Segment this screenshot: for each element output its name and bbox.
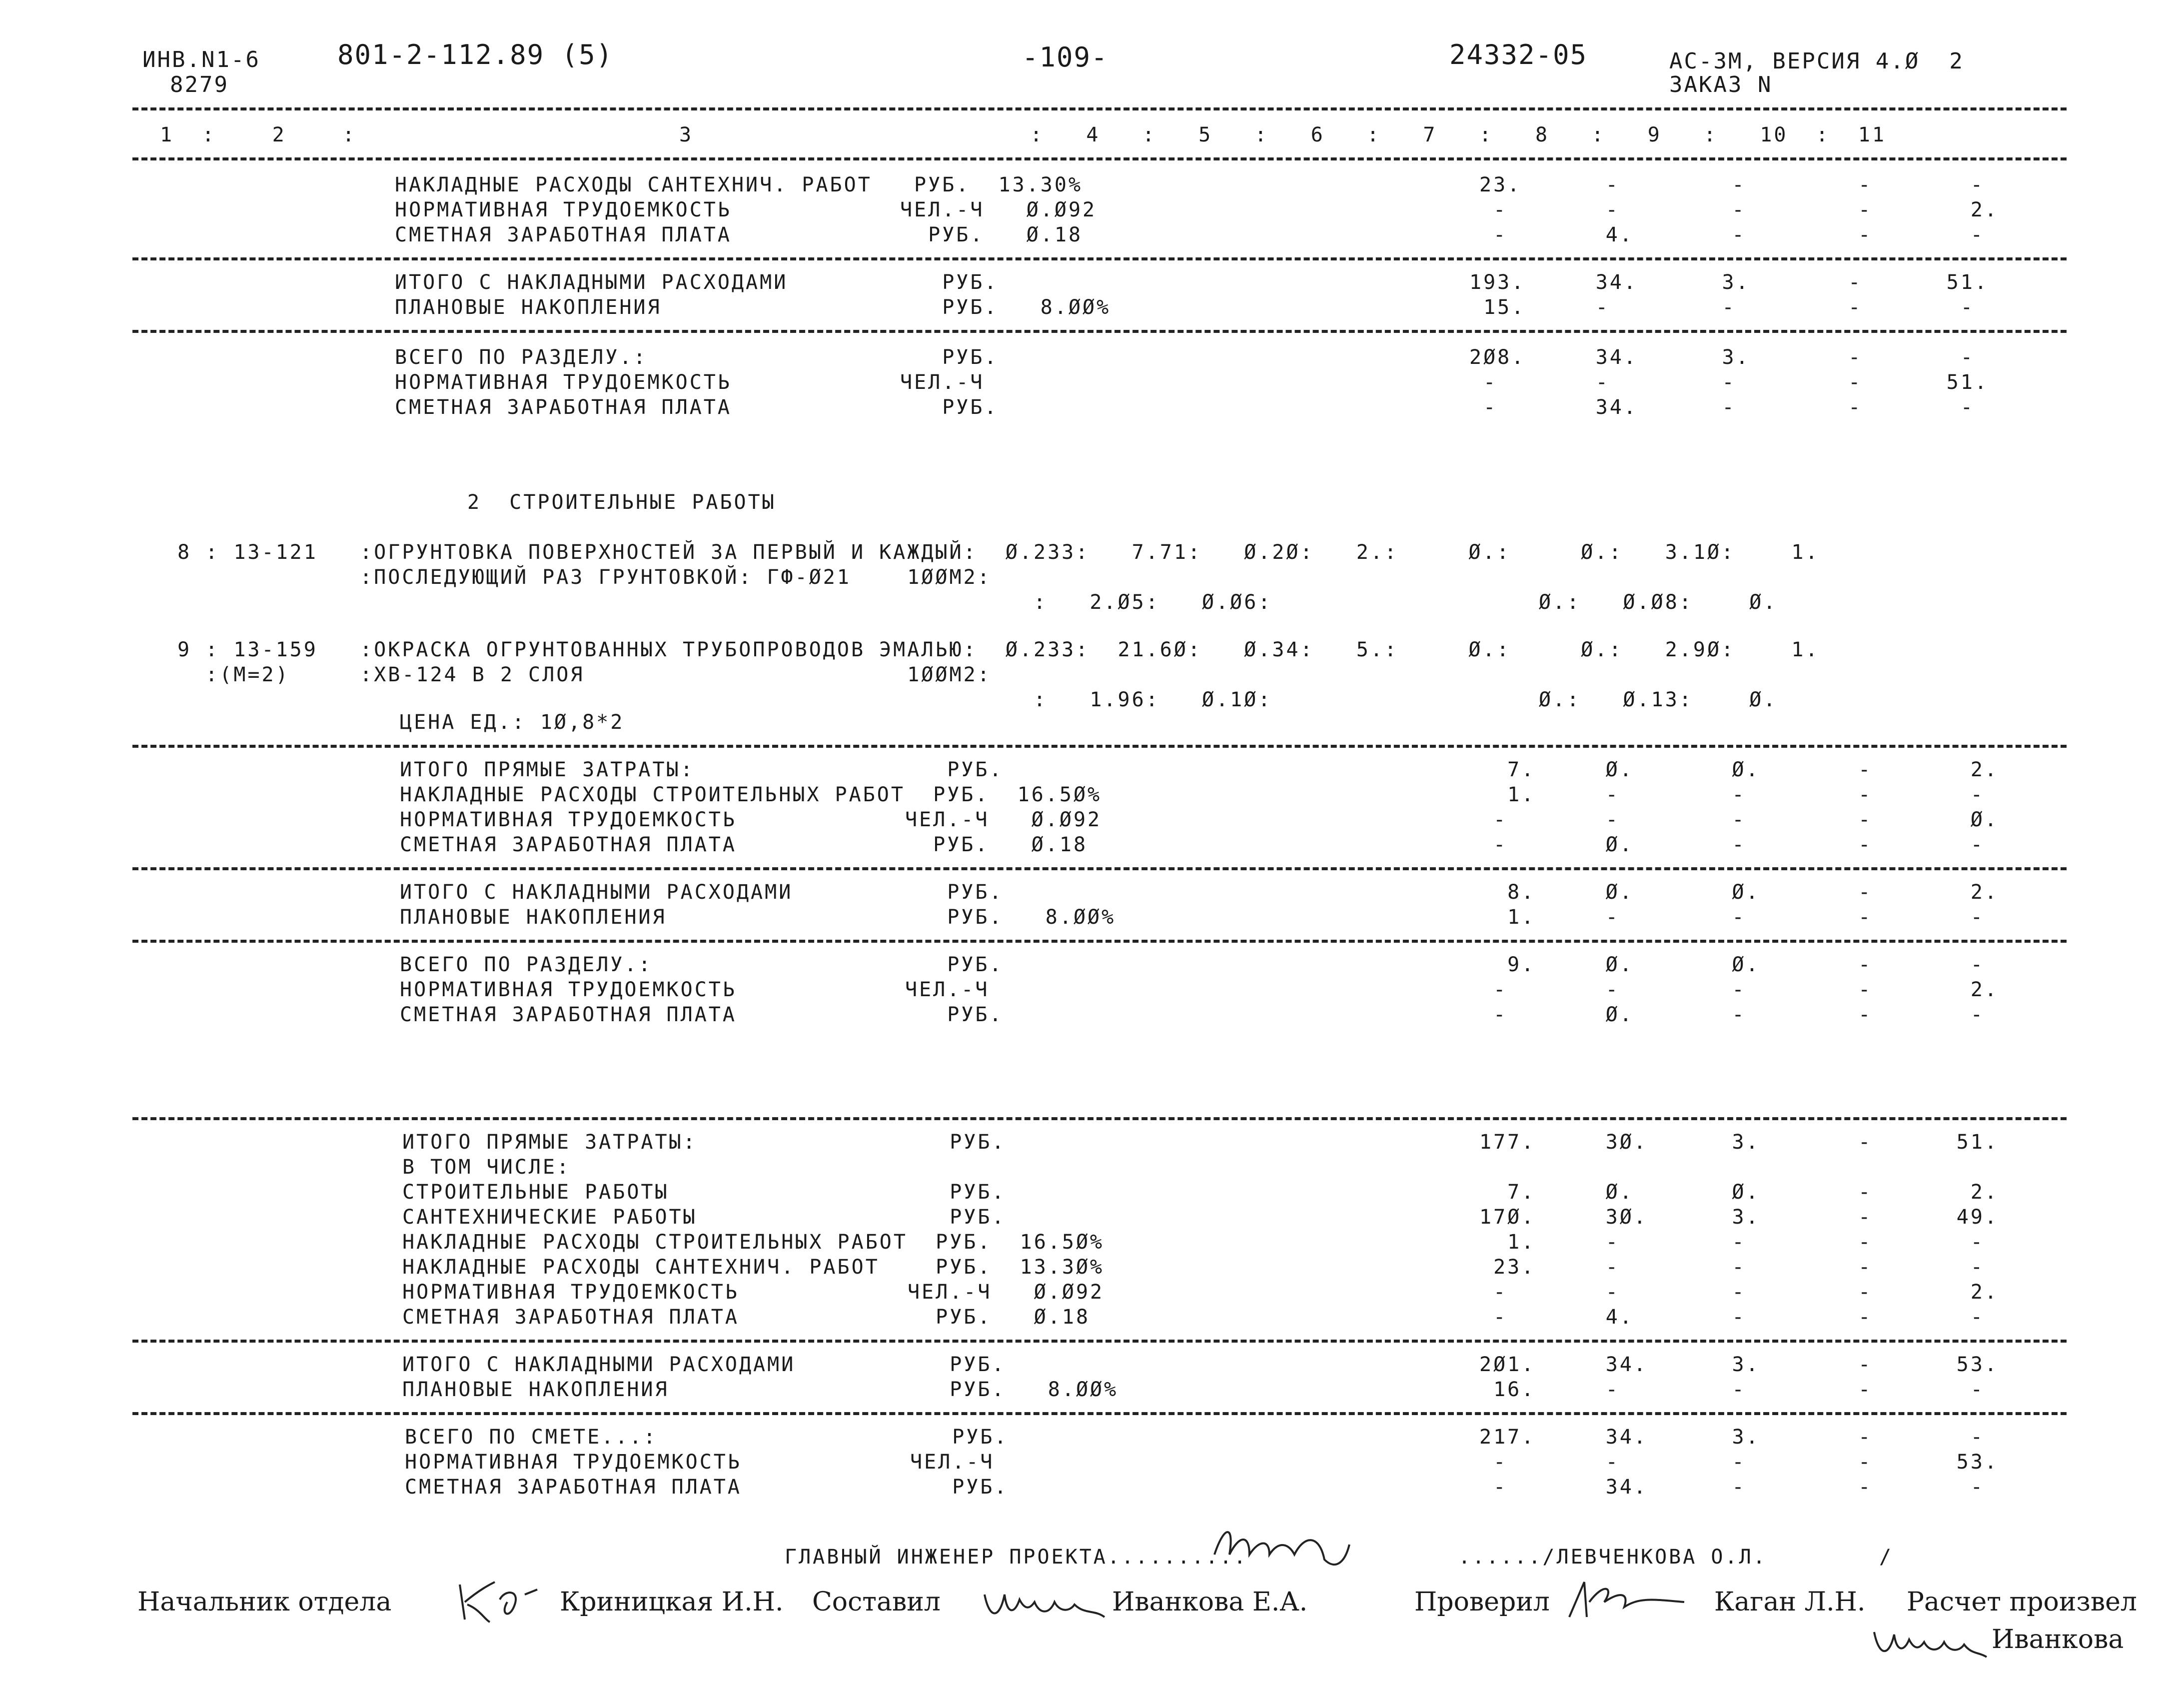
row-values: 17Ø. 3Ø. 3. - 49. (1479, 1206, 1999, 1229)
item-line: : 2.Ø5: Ø.Ø6: Ø.: Ø.Ø8: Ø. (177, 591, 1778, 614)
row-label: ПЛАНОВЫЕ НАКОПЛЕНИЯ РУБ. 8.ØØ% (400, 906, 1116, 929)
row-values: - Ø. - - - (1479, 833, 1985, 856)
head-signature (450, 1575, 550, 1632)
row-values: 177. 3Ø. 3. - 51. (1479, 1131, 1999, 1154)
divider (132, 107, 2067, 110)
row-label: СМЕТНАЯ ЗАРАБОТНАЯ ПЛАТА РУБ. (395, 396, 999, 419)
item-line: 8 : 13-121 :ОГРУНТОВКА ПОВЕРХНОСТЕЙ ЗА ПЕРВЫЙ И КАЖДЫЙ: Ø.233: 7.71: Ø.2Ø: 2.: Ø.: Ø.: 3.1Ø: 1. (177, 541, 1820, 564)
page-number: -109- (1022, 41, 1108, 73)
column-header: 1 : 2 : 3 : 4 : 5 : 6 : 7 : 8 : 9 : 10 : 11 (160, 123, 1887, 146)
signoff-slash: / (1879, 1546, 1894, 1569)
row-label: НОРМАТИВНАЯ ТРУДОЕМКОСТЬ ЧЕЛ.-Ч Ø.Ø92 (395, 198, 1097, 221)
row-label: НАКЛАДНЫЕ РАСХОДЫ СТРОИТЕЛЬНЫХ РАБОТ РУБ. 16.5Ø% (400, 783, 1102, 806)
row-values: - Ø. - - - (1479, 1003, 1985, 1026)
item-line: :(М=2) :ХВ-124 В 2 СЛОЯ 1ØØМ2: (177, 663, 992, 686)
divider (132, 157, 2067, 160)
row-values: - - - - 2. (1479, 198, 1999, 221)
divider (132, 257, 2067, 260)
item-line: : 1.96: Ø.1Ø: Ø.: Ø.13: Ø. (177, 688, 1778, 711)
row-label: НОРМАТИВНАЯ ТРУДОЕМКОСТЬ ЧЕЛ.-Ч (400, 978, 990, 1001)
chief-engineer-line: ГЛАВНЫЙ ИНЖЕНЕР ПРОЕКТА.......... ....../ЛЕВЧЕНКОВА О.Л. (785, 1546, 1767, 1569)
row-label: ИТОГО С НАКЛАДНЫМИ РАСХОДАМИ РУБ. (402, 1353, 1006, 1376)
row-label: СМЕТНАЯ ЗАРАБОТНАЯ ПЛАТА РУБ. Ø.18 (402, 1306, 1091, 1329)
calc-name: Иванкова (1992, 1625, 2124, 1655)
checked-label: Проверил (1414, 1587, 1550, 1617)
row-label: ВСЕГО ПО РАЗДЕЛУ.: РУБ. (395, 346, 999, 369)
row-values: 193. 34. 3. - 51. (1469, 271, 1989, 294)
inventory-number: 8279 (170, 72, 229, 97)
row-values: 9. Ø. Ø. - - (1479, 953, 1985, 976)
row-label: ИТОГО ПРЯМЫЕ ЗАТРАТЫ: РУБ. (402, 1131, 1006, 1154)
row-values: - 34. - - - (1469, 396, 1975, 419)
head-label: Начальник отдела (137, 1587, 392, 1617)
row-values: - 4. - - - (1479, 223, 1985, 246)
row-values: 23. - - - - (1479, 1256, 1985, 1279)
row-label: СМЕТНАЯ ЗАРАБОТНАЯ ПЛАТА РУБ. (405, 1476, 1009, 1499)
section-title: 2 СТРОИТЕЛЬНЫЕ РАБОТЫ (467, 491, 776, 514)
document-code: 801-2-112.89 (5) (337, 39, 614, 70)
row-label: СМЕТНАЯ ЗАРАБОТНАЯ ПЛАТА РУБ. (400, 1003, 1004, 1026)
divider (132, 940, 2067, 943)
price-note: ЦЕНА ЕД.: 1Ø,8*2 (400, 711, 625, 734)
divider (132, 330, 2067, 333)
row-label: ВСЕГО ПО СМЕТЕ...: РУБ. (405, 1426, 1009, 1449)
row-label: ПЛАНОВЫЕ НАКОПЛЕНИЯ РУБ. 8.ØØ% (402, 1378, 1118, 1401)
row-label: НОРМАТИВНАЯ ТРУДОЕМКОСТЬ ЧЕЛ.-Ч Ø.Ø92 (400, 808, 1102, 831)
row-values: 23. - - - - (1479, 173, 1985, 196)
row-values: 2Ø1. 34. 3. - 53. (1479, 1353, 1999, 1376)
inventory-label: ИНВ.N1-6 (142, 47, 260, 72)
row-values: 2Ø8. 34. 3. - - (1469, 346, 1975, 369)
order-label: ЗАКАЗ N (1669, 72, 1773, 97)
row-values: 1. - - - - (1479, 906, 1985, 929)
row-values: - 34. - - - (1479, 1476, 1985, 1499)
order-number: 24332-05 (1449, 39, 1588, 70)
row-label: ИТОГО С НАКЛАДНЫМИ РАСХОДАМИ РУБ. (395, 271, 999, 294)
row-label: НАКЛАДНЫЕ РАСХОДЫ САНТЕХНИЧ. РАБОТ РУБ. 13.3Ø% (402, 1256, 1104, 1279)
row-label: ИТОГО ПРЯМЫЕ ЗАТРАТЫ: РУБ. (400, 758, 1004, 781)
compiled-label: Составил (812, 1587, 941, 1617)
row-values: 8. Ø. Ø. - 2. (1479, 881, 1999, 904)
row-label: ПЛАНОВЫЕ НАКОПЛЕНИЯ РУБ. 8.ØØ% (395, 296, 1111, 319)
row-label: НАКЛАДНЫЕ РАСХОДЫ САНТЕХНИЧ. РАБОТ РУБ. 13.30% (395, 173, 1083, 196)
calc-signature (1869, 1622, 1989, 1664)
row-values: - - - - Ø. (1479, 808, 1999, 831)
item-line: 9 : 13-159 :ОКРАСКА ОГРУНТОВАННЫХ ТРУБОПРОВОДОВ ЭМАЛЬЮ: Ø.233: 21.6Ø: Ø.34: 5.: Ø.: Ø.: 2.9Ø: 1. (177, 638, 1820, 661)
row-label: СМЕТНАЯ ЗАРАБОТНАЯ ПЛАТА РУБ. Ø.18 (395, 223, 1083, 246)
row-values: 15. - - - - (1469, 296, 1975, 319)
divider (132, 867, 2067, 870)
row-values: 217. 34. 3. - - (1479, 1426, 1985, 1449)
row-label: НОРМАТИВНАЯ ТРУДОЕМКОСТЬ ЧЕЛ.-Ч (395, 371, 985, 394)
row-label: СТРОИТЕЛЬНЫЕ РАБОТЫ РУБ. (402, 1181, 1006, 1204)
calc-label: Расчет произвел (1907, 1587, 2137, 1617)
chief-engineer-signature (1209, 1515, 1359, 1582)
row-label: СМЕТНАЯ ЗАРАБОТНАЯ ПЛАТА РУБ. Ø.18 (400, 833, 1088, 856)
row-values: - - - - 51. (1469, 371, 1989, 394)
row-label: ИТОГО С НАКЛАДНЫМИ РАСХОДАМИ РУБ. (400, 881, 1004, 904)
row-label: НОРМАТИВНАЯ ТРУДОЕМКОСТЬ ЧЕЛ.-Ч Ø.Ø92 (402, 1281, 1104, 1304)
head-name: Криницкая И.Н. (560, 1587, 784, 1617)
divider (132, 1117, 2067, 1120)
program-version: АС-3М, ВЕРСИЯ 4.Ø 2 (1669, 48, 1964, 74)
divider (132, 1412, 2067, 1415)
row-values: - 4. - - - (1479, 1306, 1985, 1329)
compiled-signature (980, 1580, 1109, 1627)
row-values: 1. - - - - (1479, 1231, 1985, 1254)
row-values: 16. - - - - (1479, 1378, 1985, 1401)
row-label: В ТОМ ЧИСЛЕ: (402, 1156, 571, 1179)
compiled-name: Иванкова Е.А. (1112, 1587, 1308, 1617)
checked-signature (1559, 1572, 1689, 1629)
checked-name: Каган Л.Н. (1714, 1587, 1866, 1617)
divider (132, 745, 2067, 748)
divider (132, 1340, 2067, 1343)
row-values: - - - - 2. (1479, 978, 1999, 1001)
row-label: ВСЕГО ПО РАЗДЕЛУ.: РУБ. (400, 953, 1004, 976)
row-label: НАКЛАДНЫЕ РАСХОДЫ СТРОИТЕЛЬНЫХ РАБОТ РУБ. 16.5Ø% (402, 1231, 1104, 1254)
row-label: НОРМАТИВНАЯ ТРУДОЕМКОСТЬ ЧЕЛ.-Ч (405, 1451, 995, 1474)
row-values: 7. Ø. Ø. - 2. (1479, 1181, 1999, 1204)
row-values: - - - - 2. (1479, 1281, 1999, 1304)
row-values: 7. Ø. Ø. - 2. (1479, 758, 1999, 781)
row-values: - - - - 53. (1479, 1451, 1999, 1474)
row-label: САНТЕХНИЧЕСКИЕ РАБОТЫ РУБ. (402, 1206, 1006, 1229)
item-line: :ПОСЛЕДУЮЩИЙ РАЗ ГРУНТОВКОЙ: ГФ-Ø21 1ØØМ2: (177, 566, 992, 589)
row-values: 1. - - - - (1479, 783, 1985, 806)
